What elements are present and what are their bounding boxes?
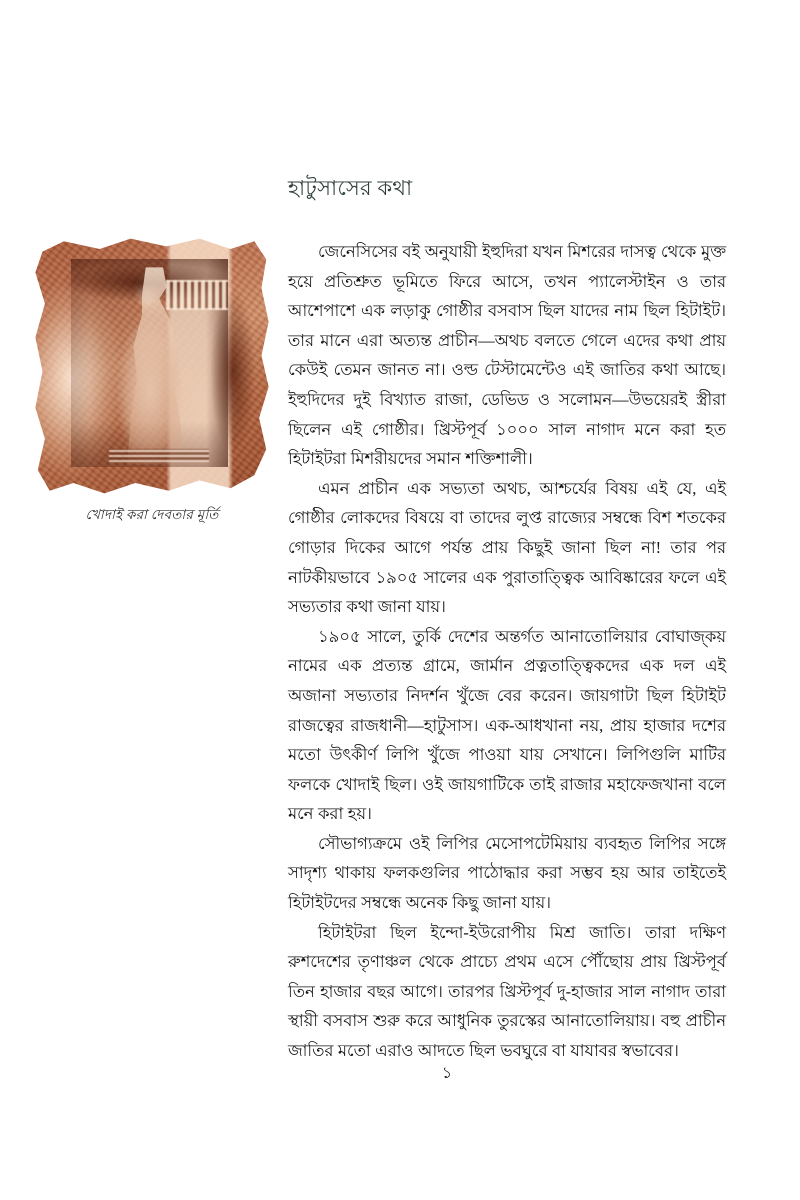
text-column [288,172,726,1082]
figure-block [33,236,273,527]
body-paragraph: জেনেসিসের বই অনুযায়ী ইহুদিরা যখন মিশরের দাসত্ব থেকে মুক্ত হয়ে প্রতিশ্রুত ভূমিতে ফিরে আসে, তখন প্যালেস্টাইন ও তার আশেপাশে এক লড়াকু গোষ্ঠীর বসবাস ছিল যাদের নাম ছিল হিটাইট। তার মানে এরা অত্যন্ত প্রাচীন—অথচ বলতে গেলে এদের কথা প্রায় কেউই তেমন জানত না। ওল্ড টেস্টামেন্টেও এই জাতির কথা আছে। ইহুদিদের দুই বিখ্যাত রাজা, ডেভিড ও সলোমন—উভয়েরই স্ত্রীরা ছিলেন এই গোষ্ঠীর। খ্রিস্টপূর্ব ১০০০ সাল নাগাদ মনে করা হত হিটাইটরা মিশরীয়দের সমান শক্তিশালী। [288,242,726,469]
relief-photo [33,236,271,496]
figure-caption: খোদাই করা দেবতার মূর্তি [85,507,219,522]
body-paragraph: ১৯০৫ সালে, তুর্কি দেশের অন্তর্গত আনাতোলিয়ার বোঘাজ্কয় নামের এক প্রত্যন্ত গ্রামে, জার্মান প্রত্নতাত্ত্বিকদের এক দল এই অজানা সভ্যতার নিদর্শন খুঁজে বের করেন। জায়গাটা ছিল হিটাইট রাজত্বের রাজধানী—হাটুসাস। এক-আধখানা নয়, প্রায় হাজার দশের মতো উৎকীর্ণ লিপি খুঁজে পাওয়া যায় সেখানে। লিপিগুলি মাটির ফলকে খোদাই ছিল। ওই জায়গাটিকে তাই রাজার মহাফেজখানা বলে মনে করা হয়। [288,626,726,824]
page-number: ১ [441,1065,453,1082]
body-paragraph: সৌভাগ্যক্রমে ওই লিপির মেসোপটেমিয়ায় ব্যবহৃত লিপির সঙ্গে সাদৃশ্য থাকায় ফলকগুলির পাঠোদ্ধার করা সম্ভব হয় আর তাইতেই হিটাইটদের সম্বন্ধে অনেক কিছু জানা যায়। [288,833,726,913]
body-paragraph: এমন প্রাচীন এক সভ্যতা অথচ, আশ্চর্যের বিষয় এই যে, এই গোষ্ঠীর লোকদের বিষয়ে বা তাদের লুপ্ত রাজ্যের সম্বন্ধে বিশ শতকের গোড়ার দিকের আগে পর্যন্ত প্রায় কিছুই জানা ছিল না! তার পর নাটকীয়ভাবে ১৯০৫ সালের এক পুরাতাত্ত্বিক আবিষ্কারের ফলে এই সভ্যতার কথা জানা যায়। [288,478,726,617]
chapter-title: হাটুসাসের কথা [288,176,413,200]
stone-relief-image [33,236,271,496]
body-paragraph: হিটাইটরা ছিল ইন্দো-ইউরোপীয় মিশ্র জাতি। তারা দক্ষিণ রুশদেশের তৃণাঞ্চল থেকে প্রাচ্যে প্রথম এসে পৌঁছোয় প্রায় খ্রিস্টপূর্ব তিন হাজার বছর আগে। তারপর খ্রিস্টপূর্ব দু-হাজার সাল নাগাদ তারা স্থায়ী বসবাস শুরু করে আধুনিক তুরস্কের আনাতোলিয়ায়। বহু প্রাচীন জাতির মতো এরাও আদতে ছিল ভবঘুরে বা যাযাবর স্বভাবের। [288,922,726,1061]
